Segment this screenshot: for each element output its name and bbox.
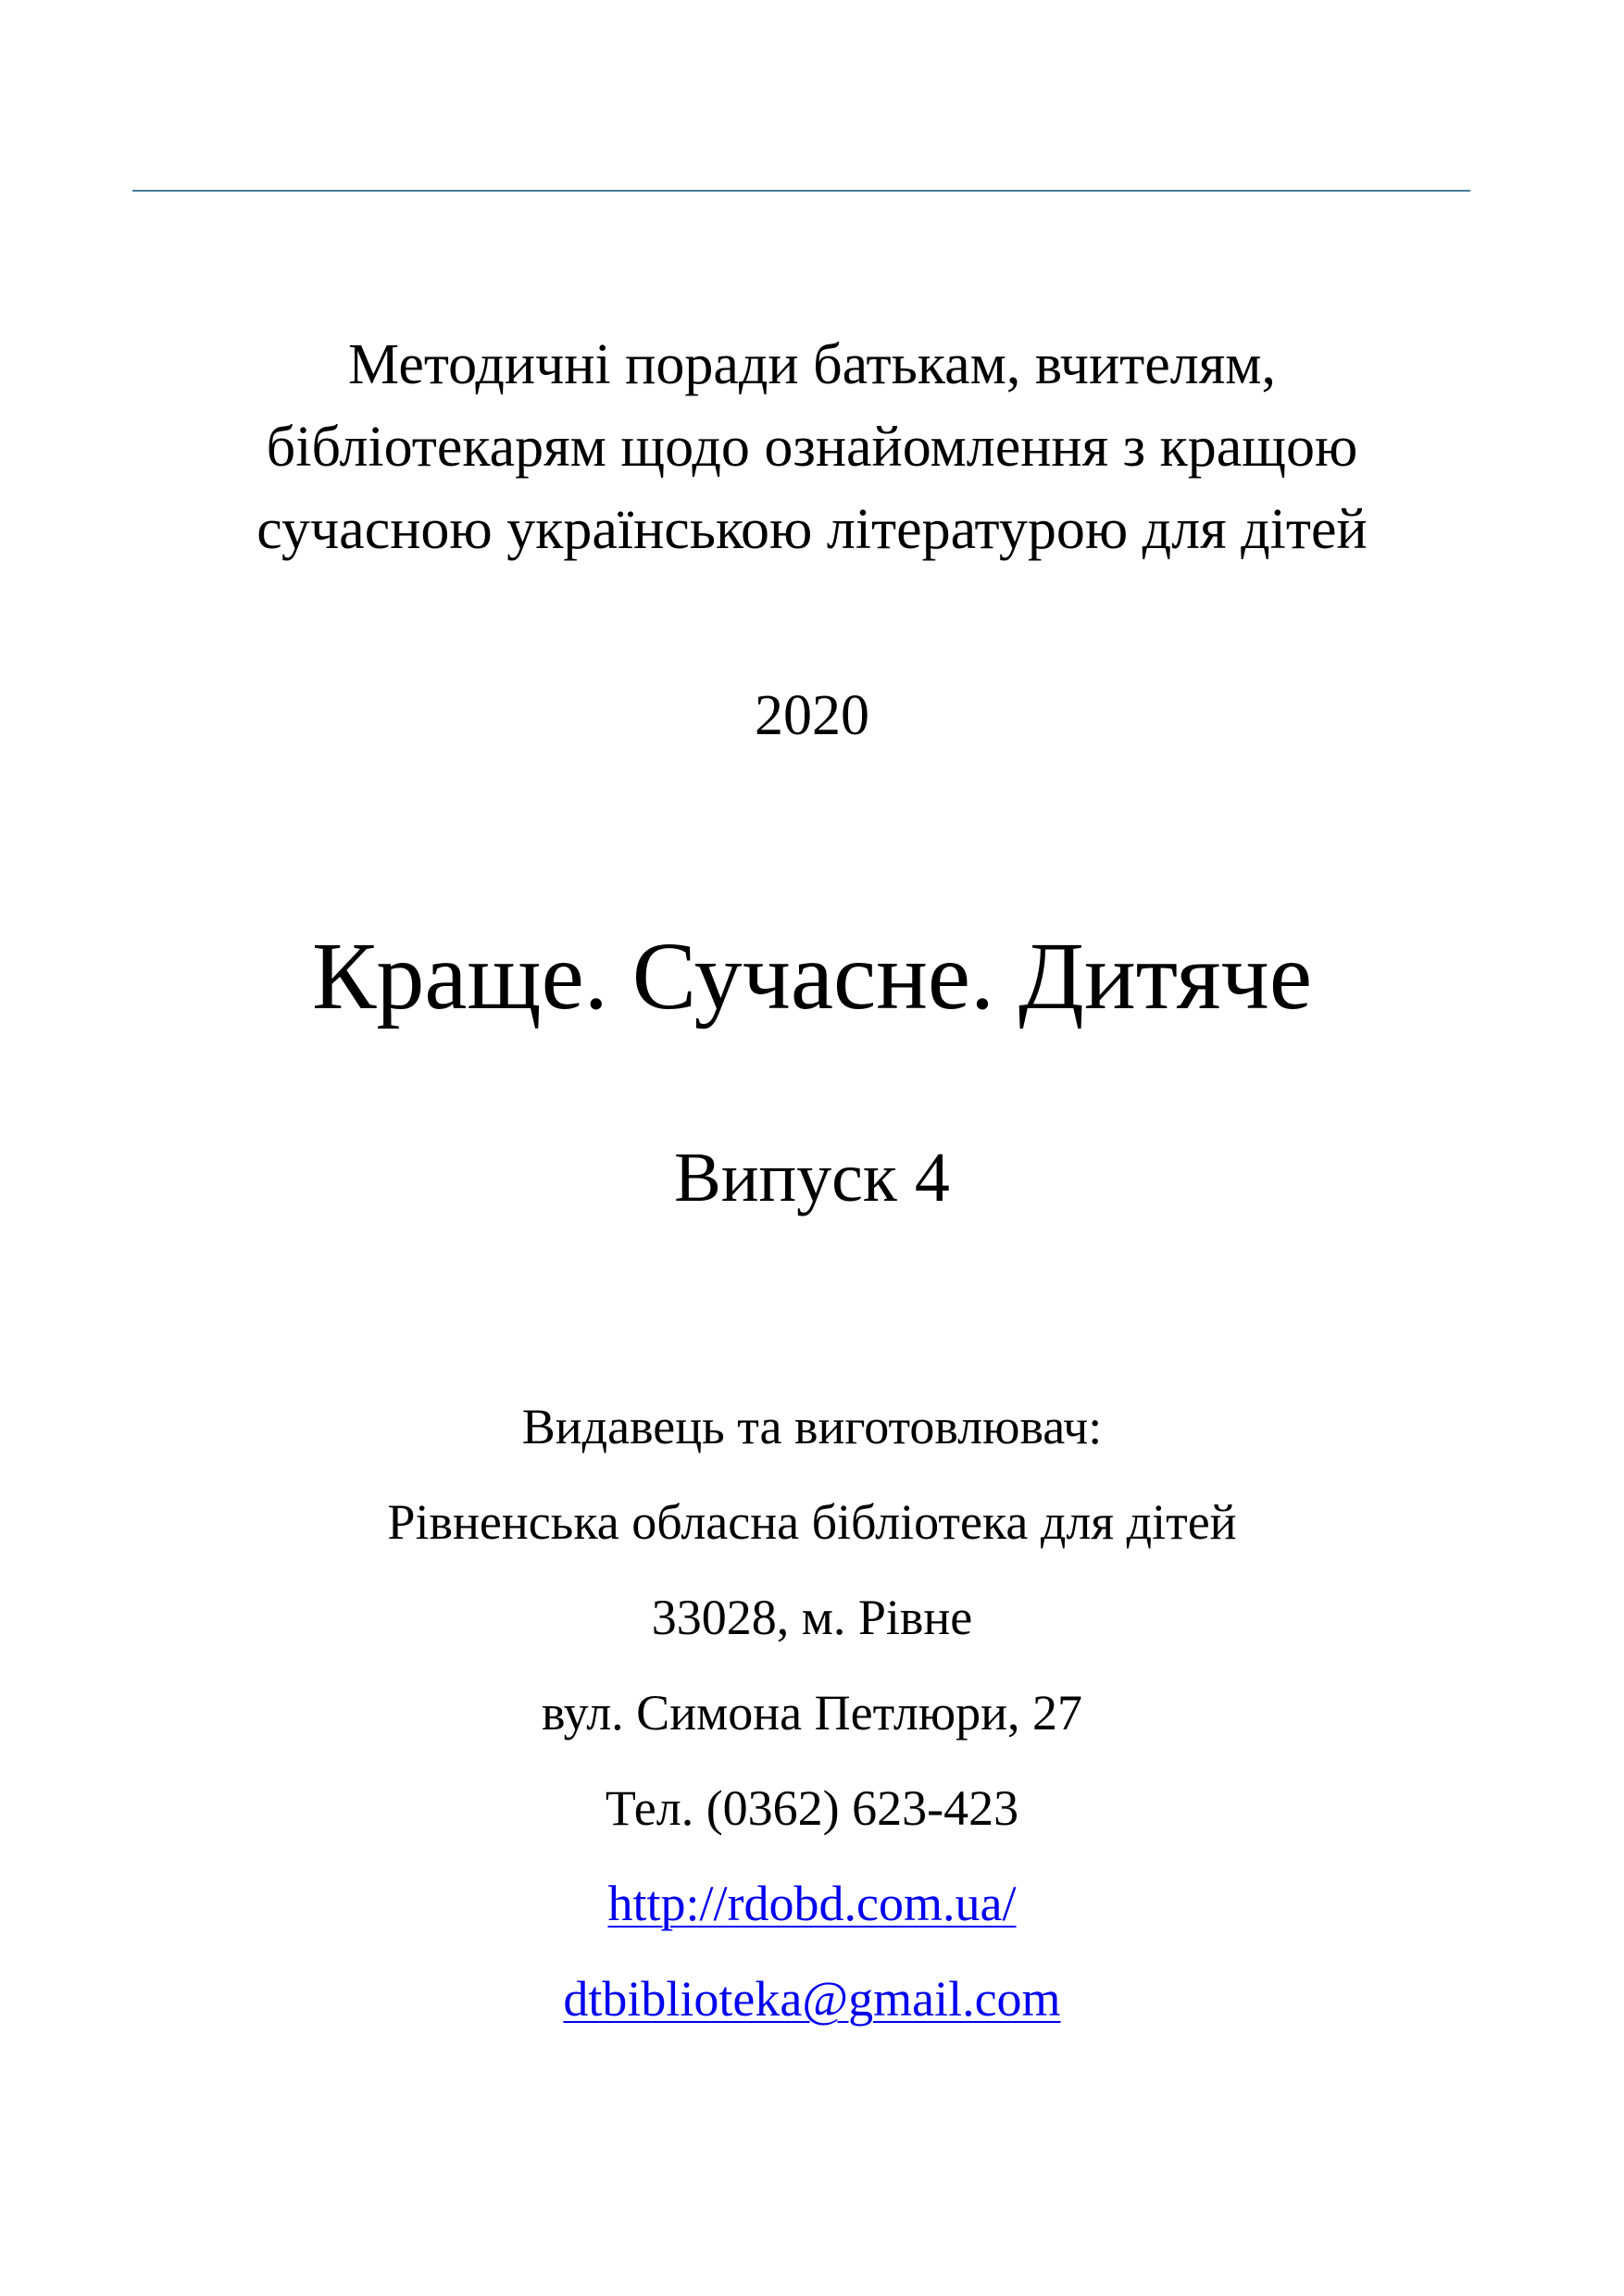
publication-year: 2020 bbox=[755, 684, 869, 747]
publisher-city: 33028, м. Рівне bbox=[651, 1590, 973, 1645]
publisher-label: Видавець та виготовлювач: bbox=[521, 1399, 1103, 1454]
top-divider-line bbox=[132, 190, 1470, 192]
website-link[interactable]: http://rdobd.com.ua/ bbox=[607, 1876, 1017, 1931]
intro-line-3: сучасною українською літературою для дітей bbox=[256, 498, 1368, 561]
email-link[interactable]: dtbiblioteka@gmail.com bbox=[563, 1971, 1061, 2027]
intro-line-2: бібліотекарям щодо ознайомлення з кращою bbox=[266, 416, 1358, 479]
publisher-info bbox=[0, 1379, 1624, 2047]
intro-description bbox=[0, 324, 1624, 571]
publisher-name: Рівненська обласна бібліотека для дітей bbox=[387, 1494, 1237, 1550]
publisher-phone: Тел. (0362) 623-423 bbox=[605, 1780, 1019, 1836]
publisher-street: вул. Симона Петлюри, 27 bbox=[541, 1685, 1083, 1741]
document-title: Краще. Сучасне. Дитяче bbox=[312, 923, 1312, 1029]
intro-line-1: Методичні поради батькам, вчителям, bbox=[348, 333, 1276, 396]
issue-number: Випуск 4 bbox=[674, 1139, 950, 1217]
